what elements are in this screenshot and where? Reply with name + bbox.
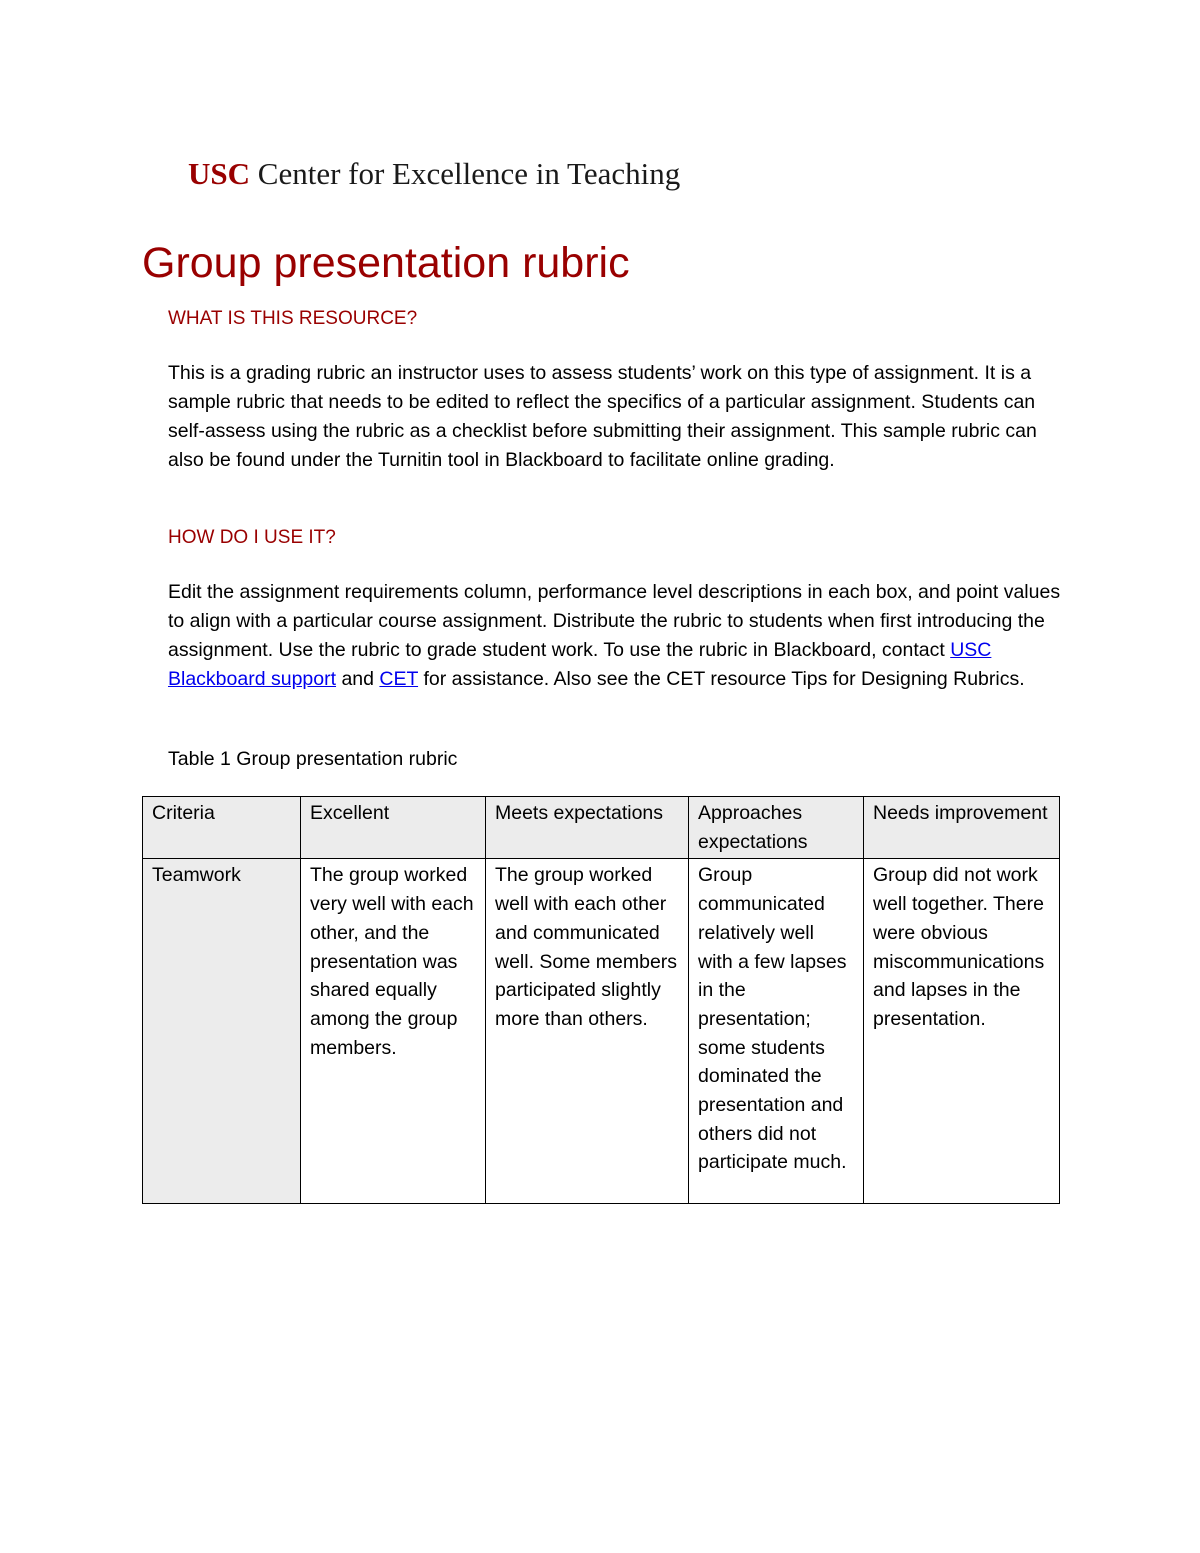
- header-criteria: Criteria: [143, 797, 301, 859]
- cell-needs-improvement: Group did not work well together. There were obvious miscommunications and lapses in the presentation.: [864, 859, 1060, 1204]
- section-heading-how: HOW DO I USE IT?: [168, 527, 336, 548]
- resource-description: This is a grading rubric an instructor uses to assess students’ work on this type of assignment. It is a sample rubric that needs to be edited to reflect the specifics of a particular assignment. Students can self-assess using the rubric as a checklist before submitting their assignment. This sample rubric can also be found under the Turnitin tool in Blackboard to facilitate online grading.: [168, 362, 1037, 471]
- page-title: Group presentation rubric: [142, 239, 630, 287]
- usage-text-part3: for assistance. Also see the CET resource Tips for Designing Rubrics.: [418, 668, 1025, 690]
- logo-center-text: Center for Excellence in Teaching: [250, 156, 681, 191]
- rubric-table: [142, 796, 1060, 1204]
- header-needs-improvement: Needs improvement: [864, 797, 1060, 859]
- header-meets-expectations: Meets expectations: [486, 797, 689, 859]
- table-header-row: [143, 797, 1060, 859]
- cell-approaches-expectations: Group communicated relatively well with a few lapses in the presentation; some students dominated the presentation and others did not participate much.: [689, 859, 864, 1204]
- header-approaches-expectations: Approaches expectations: [689, 797, 864, 859]
- table-row: [143, 859, 1060, 1204]
- header-excellent: Excellent: [301, 797, 486, 859]
- cell-meets-expectations: The group worked well with each other and communicated well. Some members participated slightly more than others.: [486, 859, 689, 1204]
- usage-text-part1: Edit the assignment requirements column, performance level descriptions in each box, and point values to align with a particular course assignment. Distribute the rubric to students when first introducing the assignment. Use the rubric to grade student work. To use the rubric in Blackboard, contact: [168, 581, 1061, 661]
- section-heading-what: WHAT IS THIS RESOURCE?: [168, 308, 418, 329]
- criteria-cell-teamwork: Teamwork: [143, 859, 301, 1204]
- usc-cet-logo: [188, 158, 680, 189]
- cell-excellent: The group worked very well with each other, and the presentation was shared equally among the group members.: [301, 859, 486, 1204]
- table-caption: Table 1 Group presentation rubric: [168, 748, 458, 770]
- usage-text-part2: and: [336, 668, 380, 690]
- usc-blackboard-support-link[interactable]: USC Blackboard support: [168, 639, 992, 690]
- logo-usc-text: USC: [188, 156, 251, 191]
- cet-link[interactable]: CET: [379, 668, 419, 690]
- usage-instructions: [168, 578, 1068, 694]
